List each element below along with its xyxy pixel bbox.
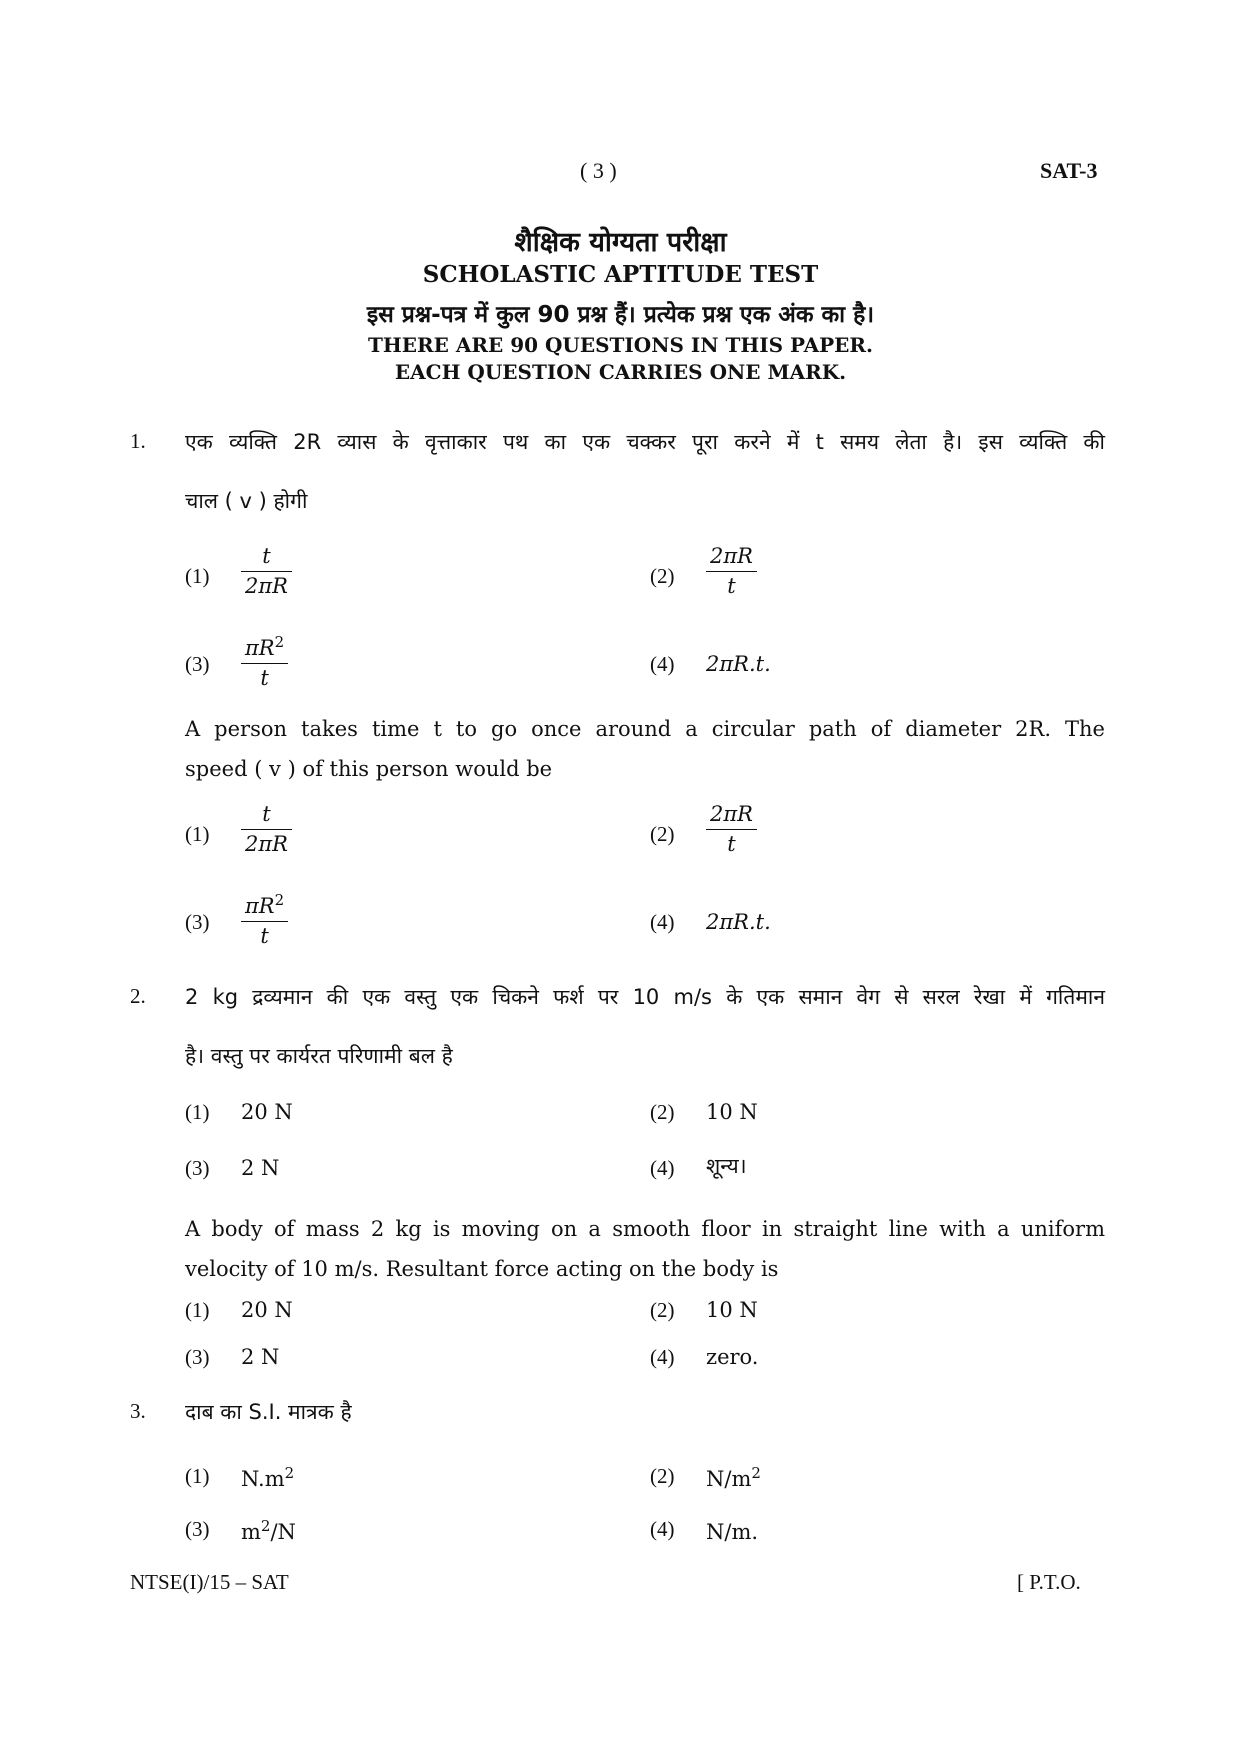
q2-en-option-3-value: 2 N [241, 1345, 280, 1369]
q1-en-option-3-value: $\frac{\pi R^2}{t}$ [241, 886, 288, 951]
q2-hi-option-1-label: (1) [185, 1100, 210, 1124]
q2-hi-option-3-label: (3) [185, 1156, 210, 1180]
question-1-hindi-line-1: एक व्यक्ति 2R व्यास के वृत्ताकार पथ का एक चक्कर पूरा करने में t समय लेता है। इस व्यक्ति की [185, 430, 1105, 454]
question-2-hindi-line-2: है। वस्तु पर कार्यरत परिणामी बल है [185, 1044, 453, 1068]
q1-en-option-2-label: (2) [650, 822, 675, 846]
q2-en-option-4-value: zero. [706, 1345, 759, 1369]
q1-en-option-4-label: (4) [650, 910, 675, 934]
q1-en-option-1-value: $\frac{t}{2\pi R}$ [241, 800, 292, 859]
q3-option-2-label: (2) [650, 1464, 675, 1488]
q2-en-option-3-label: (3) [185, 1345, 210, 1369]
title-english: SCHOLASTIC APTITUDE TEST [422, 261, 819, 288]
footer-pto: [ P.T.O. [1017, 1570, 1081, 1594]
question-1-english-line-1: A person takes time t to go once around a circular path of diameter 2R. The [185, 717, 1105, 741]
instruction-english-1: THERE ARE 90 QUESTIONS IN THIS PAPER. [368, 333, 873, 357]
q2-hi-option-1-value: 20 N [241, 1100, 293, 1124]
q2-hi-option-4-label: (4) [650, 1156, 675, 1180]
q1-en-option-3-label: (3) [185, 910, 210, 934]
q2-hi-option-3-value: 2 N [241, 1156, 280, 1180]
q1-hi-option-3-label: (3) [185, 652, 210, 676]
q3-option-1-value: $N.m^2$ [241, 1464, 295, 1491]
q2-en-option-4-label: (4) [650, 1345, 675, 1369]
q1-hi-option-1-label: (1) [185, 564, 210, 588]
question-3-hindi-line-1: दाब का S.I. मात्रक है [185, 1400, 352, 1424]
q2-en-option-1-label: (1) [185, 1298, 210, 1322]
q3-option-1-label: (1) [185, 1464, 210, 1488]
q3-option-4-value: N/m. [706, 1520, 759, 1544]
footer-paper-id: NTSE(I)/15 – SAT [130, 1570, 289, 1594]
q3-option-3-value: $m^2/N$ [241, 1517, 296, 1544]
q1-en-option-4-value: 2πR.t. [706, 910, 771, 934]
q2-en-option-2-label: (2) [650, 1298, 675, 1322]
question-2-number: 2. [130, 984, 146, 1008]
q3-option-3-label: (3) [185, 1517, 210, 1541]
paper-code: SAT-3 [1040, 158, 1098, 183]
question-2-hindi-line-1: 2 kg द्रव्यमान की एक वस्तु एक चिकने फर्श पर 10 m/s के एक समान वेग से सरल रेखा में गतिमान [185, 985, 1105, 1009]
title-hindi: शैक्षिक योग्यता परीक्षा [514, 227, 727, 258]
question-1-hindi-line-2: चाल ( v ) होगी [185, 489, 308, 513]
q2-en-option-1-value: 20 N [241, 1298, 293, 1322]
q1-en-option-2-value: $\frac{2\pi R}{t}$ [706, 800, 757, 859]
q1-hi-option-4-label: (4) [650, 652, 675, 676]
q1-hi-option-4-value: 2πR.t. [706, 652, 771, 676]
q1-hi-option-1-value: $\frac{t}{2\pi R}$ [241, 542, 292, 601]
question-1-number: 1. [130, 429, 146, 453]
q2-hi-option-2-label: (2) [650, 1100, 675, 1124]
q3-option-4-label: (4) [650, 1517, 675, 1541]
question-2-english-line-2: velocity of 10 m/s. Resultant force acting on the body is [185, 1257, 779, 1281]
question-3-number: 3. [130, 1399, 146, 1423]
q1-hi-option-2-label: (2) [650, 564, 675, 588]
q2-hi-option-4-value: शून्य। [706, 1154, 747, 1178]
q1-hi-option-3-value: $\frac{\pi R^2}{t}$ [241, 628, 288, 693]
instruction-hindi: इस प्रश्न-पत्र में कुल 90 प्रश्न हैं। प्रत्येक प्रश्न एक अंक का है। [366, 302, 875, 328]
instruction-english-2: EACH QUESTION CARRIES ONE MARK. [394, 360, 847, 384]
q1-hi-option-2-value: $\frac{2\pi R}{t}$ [706, 542, 757, 601]
q2-en-option-2-value: 10 N [706, 1298, 758, 1322]
question-2-english-line-1: A body of mass 2 kg is moving on a smooth floor in straight line with a uniform [185, 1217, 1105, 1241]
q1-en-option-1-label: (1) [185, 822, 210, 846]
q2-hi-option-2-value: 10 N [706, 1100, 758, 1124]
question-1-english-line-2: speed ( v ) of this person would be [185, 757, 553, 781]
page-number: ( 3 ) [580, 158, 617, 183]
q3-option-2-value: $N/m^2$ [706, 1464, 761, 1491]
